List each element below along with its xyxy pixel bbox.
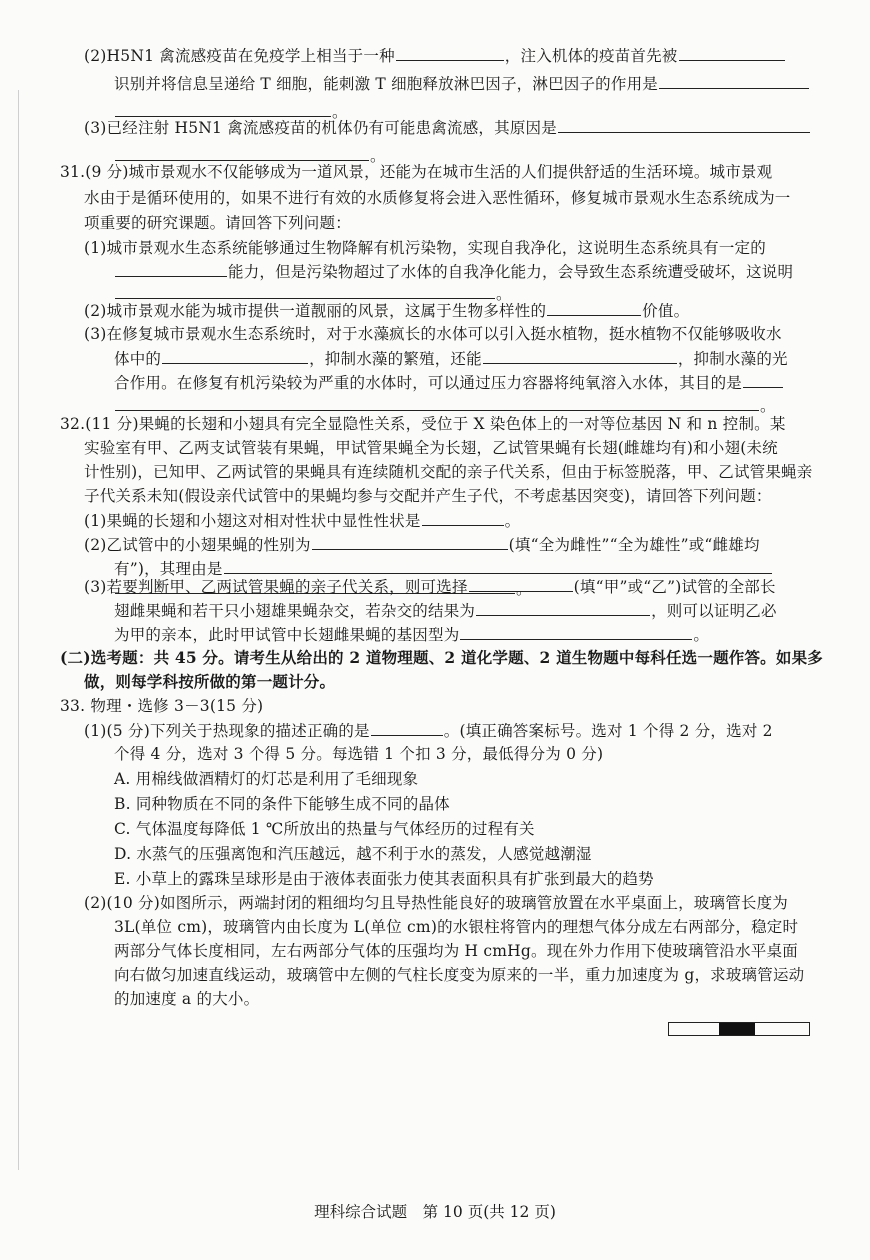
- q32-part2-line1: (2)乙试管中的小翅果蝇的性别为 (填“全为雌性”“全为雄性”或“雌雄均: [84, 532, 760, 557]
- q33-part2-line1: (2)(10 分)如图所示，两端封闭的粗细均匀且导热性能良好的玻璃管放置在水平桌面上，玻璃管长度为: [84, 894, 789, 912]
- q30-part2-line2: 识别并将信息呈递给 T 细胞，能刺激 T 细胞释放淋巴因子，淋巴因子的作用是: [114, 71, 810, 96]
- answer-blank[interactable]: [476, 598, 650, 616]
- q32-part2-line3: 。: [114, 576, 532, 601]
- answer-blank[interactable]: [460, 622, 692, 640]
- q33-part2-line3: 两部分气体长度相同，左右两部分气体的压强均为 H cmHg。现在外力作用下使玻璃管沿水平桌面: [114, 942, 798, 960]
- answer-blank[interactable]: [312, 532, 508, 550]
- q33-title: 33. 物理・选修 3－3(15 分): [60, 697, 264, 715]
- answer-blank[interactable]: [115, 281, 495, 299]
- q31-intro-line3: 项重要的研究课题。请回答下列问题：: [84, 214, 351, 232]
- answer-blank[interactable]: [469, 574, 573, 592]
- answer-blank[interactable]: [162, 346, 308, 364]
- q33-option-e: E. 小草上的露珠呈球形是由于液体表面张力使其表面积具有扩张到最大的趋势: [114, 870, 654, 888]
- q31-part2: (2)城市景观水能为城市提供一道靓丽的风景，这属于生物多样性的 价值。: [84, 298, 689, 323]
- answer-blank[interactable]: [558, 115, 810, 133]
- q32-part3-line1: (3)若要判断甲、乙两试管果蝇的亲子代关系，则可选择 (填“甲”或“乙”)试管的全部长: [84, 574, 776, 599]
- q31-part3-line2: 体中的 ，抑制水藻的繁殖，还能 ，抑制水藻的光: [114, 346, 788, 371]
- answer-blank[interactable]: [659, 71, 809, 89]
- answer-blank[interactable]: [115, 259, 227, 277]
- q30-part3-line2: 。: [114, 143, 386, 168]
- answer-blank[interactable]: [115, 143, 369, 161]
- q31-part1-line3: 。: [114, 281, 512, 306]
- q32-part3-line3: 为甲的亲本，此时甲试管中长翅雌果蝇的基因型为 。: [114, 622, 709, 647]
- q32-intro-line3: 计性别)，已知甲、乙两试管的果蝇具有连续随机交配的亲子代关系，但由于标签脱落，甲、乙试管果蝇亲: [84, 463, 813, 481]
- answer-blank[interactable]: [483, 346, 677, 364]
- answer-region-marker-fill: [719, 1023, 755, 1035]
- answer-blank[interactable]: [224, 556, 772, 574]
- answer-blank[interactable]: [371, 718, 443, 736]
- q30-part2-line1: (2)H5N1 禽流感疫苗在免疫学上相当于一种 ，注入机体的疫苗首先被: [84, 43, 786, 68]
- q31-part1-line2: 能力，但是污染物超过了水体的自我净化能力，会导致生态系统遭受破坏，这说明: [114, 259, 793, 284]
- q30-part2-line3: 。: [114, 99, 348, 124]
- answer-blank[interactable]: [422, 508, 504, 526]
- q31-part1-line1: (1)城市景观水生态系统能够通过生物降解有机污染物，实现自我净化，这说明生态系统具有一定的: [84, 239, 766, 257]
- q30-part3-line1: (3)已经注射 H5N1 禽流感疫苗的机体仍有可能患禽流感，其原因是: [84, 115, 811, 140]
- q32-part1: (1)果蝇的长翅和小翅这对相对性状中显性性状是 。: [84, 508, 520, 533]
- q31-part3-line1: (3)在修复城市景观水生态系统时，对于水藻疯长的水体可以引入挺水植物，挺水植物不仅能够吸收水: [84, 325, 782, 343]
- q33-option-a: A. 用棉线做酒精灯的灯芯是利用了毛细现象: [114, 770, 419, 788]
- answer-blank[interactable]: [679, 43, 785, 61]
- q32-part3-line2: 翅雌果蝇和若干只小翅雄果蝇杂交，若杂交的结果为 ，则可以证明乙必: [114, 598, 777, 623]
- q33-part1-line2: 个得 4 分，选对 3 个得 5 分。每选错 1 个扣 3 分，最低得分为 0 分): [114, 745, 604, 763]
- section2-line1: (二)选考题：共 45 分。请考生从给出的 2 道物理题、2 道化学题、2 道生物题中每科任选一题作答。如果多: [60, 648, 823, 667]
- q33-part2-line5: 的加速度 a 的大小。: [114, 990, 260, 1008]
- q33-option-b: B. 同种物质在不同的条件下能够生成不同的晶体: [114, 795, 450, 813]
- q33-option-c: C. 气体温度每降低 1 ℃所放出的热量与气体经历的过程有关: [114, 820, 535, 838]
- q31-part3-line3: 合作用。在修复有机污染较为严重的水体时，可以通过压力容器将纯氧溶入水体，其目的是: [114, 370, 784, 395]
- q31-intro-line1: 31.(9 分)城市景观水不仅能够成为一道风景，还能为在城市生活的人们提供舒适的生活环境。城市景观: [60, 163, 773, 181]
- answer-region-marker: [668, 1022, 810, 1036]
- section2-line2: 做，则每学科按所做的第一题计分。: [84, 672, 336, 691]
- q33-option-d: D. 水蒸气的压强离饱和汽压越远，越不利于水的蒸发，人感觉越潮湿: [114, 845, 592, 863]
- answer-blank[interactable]: [115, 393, 759, 411]
- binding-margin-line: [18, 90, 19, 1170]
- q32-intro-line4: 子代关系未知(假设亲代试管中的果蝇均参与交配并产生子代，不考虑基因突变)，请回答下列问题：: [84, 487, 772, 505]
- q32-part2-line2: 有”)，其理由是: [114, 556, 773, 581]
- answer-blank[interactable]: [743, 370, 783, 388]
- page-footer: 理科综合试题 第 10 页(共 12 页): [314, 1203, 556, 1221]
- q33-part2-line2: 3L(单位 cm)，玻璃管内由长度为 L(单位 cm)的水银柱将管内的理想气体分成左右两部分，稳定时: [114, 918, 799, 936]
- q33-part1-line1: (1)(5 分)下列关于热现象的描述正确的是 。(填正确答案标号。选对 1 个得 2 分，选对 2: [84, 718, 773, 743]
- q33-part2-line4: 向右做匀加速直线运动，玻璃管中左侧的气柱长度变为原来的一半，重力加速度为 g，求玻璃管运动: [114, 966, 805, 984]
- answer-blank[interactable]: [396, 43, 504, 61]
- q32-intro-line1: 32.(11 分)果蝇的长翅和小翅具有完全显隐性关系，受位于 X 染色体上的一对等位基因 N 和 n 控制。某: [60, 415, 786, 433]
- q32-intro-line2: 实验室有甲、乙两支试管装有果蝇，甲试管果蝇全为长翅，乙试管果蝇有长翅(雌雄均有)和小翅(未统: [84, 439, 778, 457]
- answer-blank[interactable]: [547, 298, 641, 316]
- q31-part3-line4: 。: [114, 393, 776, 418]
- q31-intro-line2: 水由于是循环使用的，如果不进行有效的水质修复将会进入恶性循环，修复城市景观水生态系统成为一: [84, 189, 791, 207]
